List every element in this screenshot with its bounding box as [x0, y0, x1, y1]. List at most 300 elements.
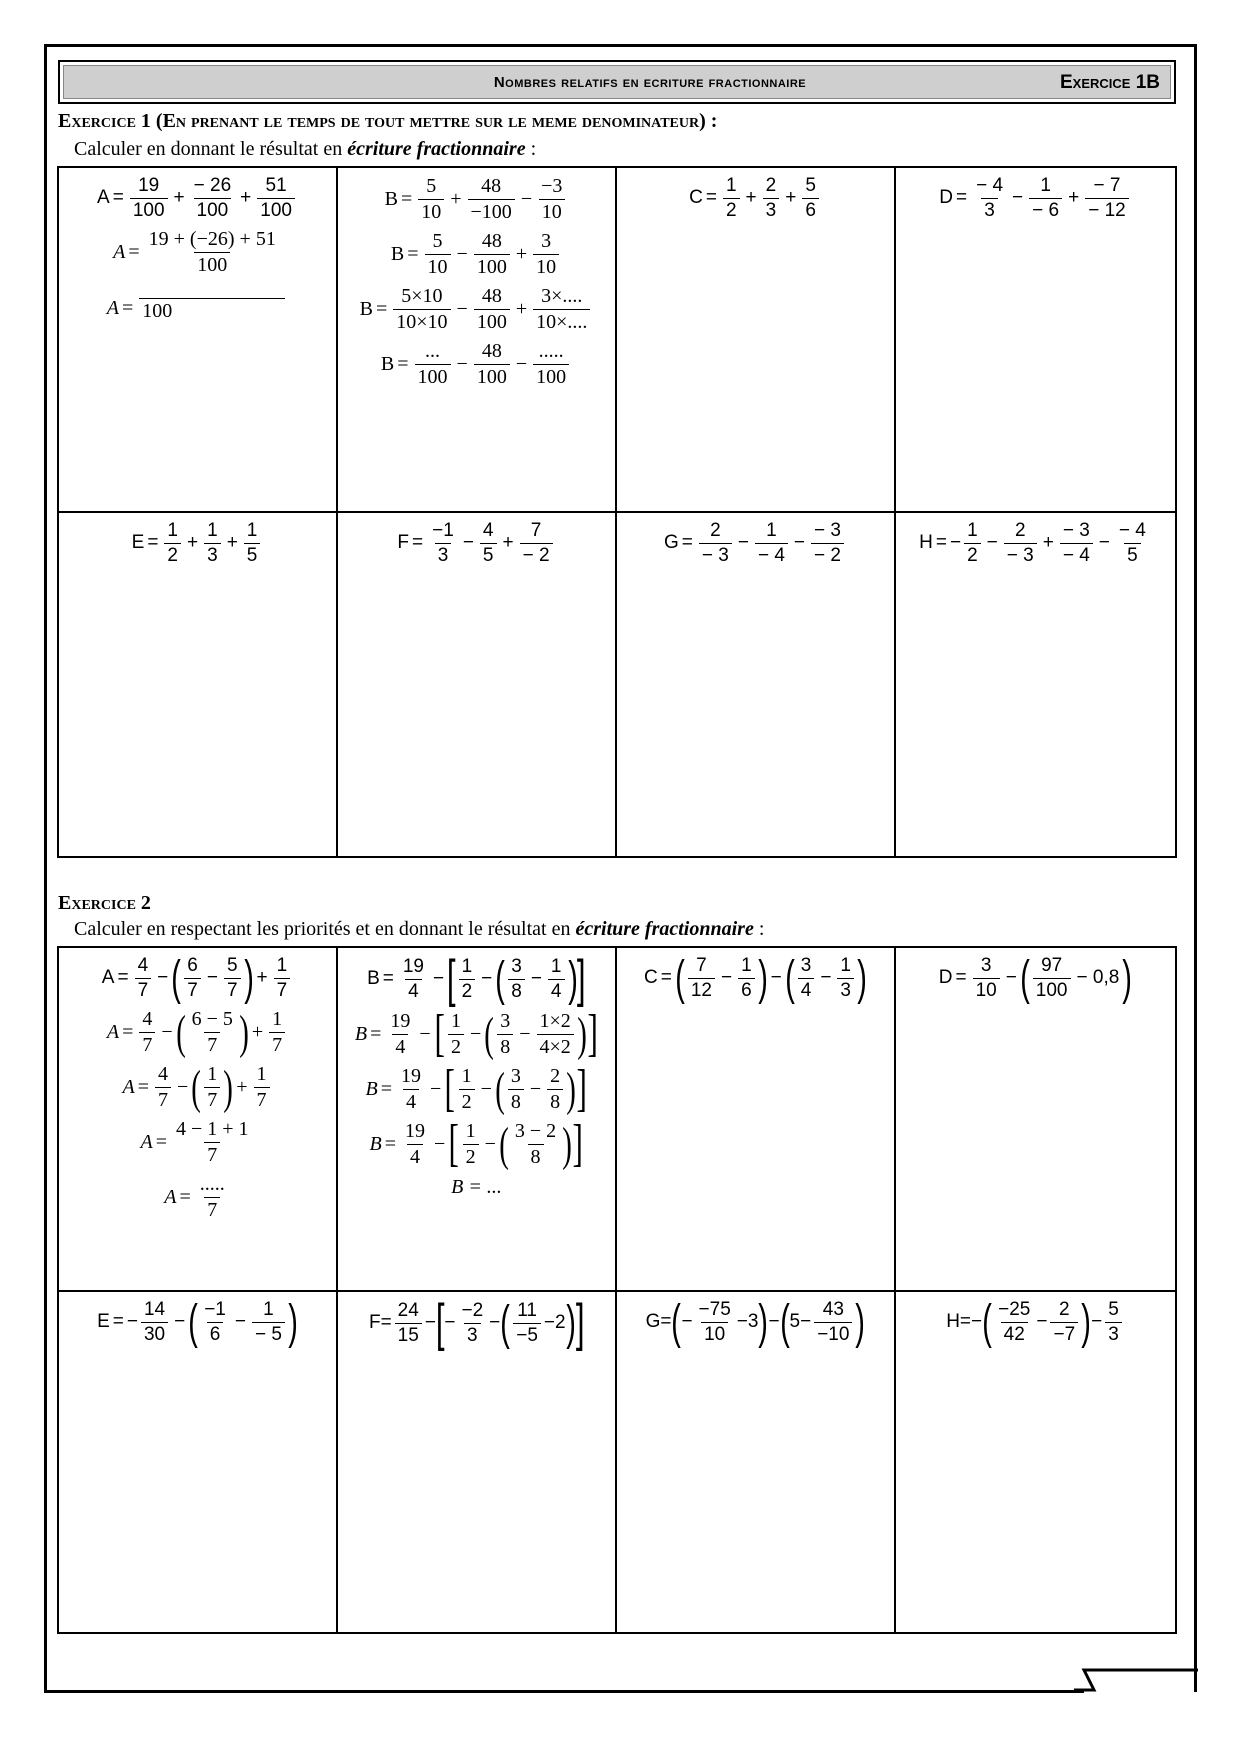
math-token: =	[660, 967, 672, 989]
math-token: 6 − 5	[191, 1007, 233, 1030]
math-token: 4	[482, 520, 494, 541]
math-token: =	[955, 967, 967, 989]
math-token: 2	[964, 543, 981, 566]
math-token: 100	[1033, 978, 1071, 1001]
math-token: 3	[510, 1064, 521, 1087]
fraction	[197, 1174, 228, 1221]
ex2-cell-h	[896, 1292, 1175, 1632]
ex2-cell-g	[617, 1292, 896, 1632]
math-token: =	[128, 240, 140, 263]
math-token: 30	[141, 1322, 168, 1345]
math-token: +	[515, 243, 528, 265]
math-token: 4×2	[537, 1034, 574, 1058]
math-token: −	[481, 968, 493, 990]
fraction	[173, 1119, 252, 1166]
math-token: −	[519, 1022, 531, 1045]
math-token: =	[147, 532, 159, 554]
math-token: +	[745, 187, 757, 209]
math-token: ...	[425, 340, 441, 362]
bracket: ]	[576, 1059, 588, 1117]
math-token: −	[157, 967, 169, 989]
fraction	[204, 1064, 220, 1111]
fraction	[204, 521, 221, 566]
math-token: =	[155, 1130, 167, 1153]
math-token: =	[370, 1022, 382, 1045]
fraction	[837, 956, 854, 1001]
fraction	[520, 521, 553, 566]
math-token: 1	[272, 1007, 283, 1030]
expr-a	[101, 951, 293, 1005]
fraction	[429, 521, 457, 566]
fraction	[135, 956, 152, 1001]
math-token: =	[959, 1311, 972, 1333]
math-token: −10	[814, 1322, 852, 1345]
fraction	[418, 176, 444, 223]
math-token: +	[502, 532, 514, 554]
math-token: .....	[199, 1172, 225, 1195]
ex1-cell-f	[338, 513, 617, 856]
math-token: 1	[450, 1009, 461, 1032]
step-a4	[164, 1174, 231, 1221]
math-token: 100	[130, 198, 168, 221]
expr-a	[97, 176, 298, 221]
math-token: −	[489, 1312, 501, 1334]
ex1-cell-a	[59, 168, 338, 513]
page-corner-tab	[1074, 1668, 1198, 1692]
fraction	[512, 1121, 559, 1168]
math-token: 100	[139, 298, 285, 322]
math-token: 1	[207, 1062, 218, 1085]
math-token: 5×10	[401, 285, 443, 307]
math-token: 100	[257, 198, 295, 221]
math-token: 4	[403, 1089, 419, 1113]
fraction	[189, 1009, 236, 1056]
math-token: =	[397, 353, 409, 375]
math-token: −	[206, 967, 218, 989]
math-token: −	[174, 1311, 186, 1333]
math-token: =	[380, 1312, 392, 1334]
math-token: −	[176, 1075, 189, 1098]
math-token: 4	[405, 979, 422, 1002]
fraction	[1033, 956, 1071, 1001]
math-token: 7	[530, 520, 542, 541]
expr-f	[368, 1294, 585, 1352]
math-token: −2	[461, 1299, 484, 1321]
parenthesis: )	[577, 1007, 587, 1061]
math-token: H	[919, 532, 933, 554]
math-token: 7	[135, 978, 152, 1001]
expr-b	[367, 950, 587, 1008]
bracket: ]	[572, 1114, 584, 1172]
math-token: −	[469, 1022, 482, 1045]
math-token: 8	[508, 1089, 524, 1113]
fraction	[474, 286, 510, 333]
ex2-cell-b	[338, 948, 617, 1292]
math-token: −3	[541, 175, 563, 197]
math-token: 1	[1040, 175, 1051, 196]
fraction	[474, 341, 510, 388]
fraction	[480, 521, 497, 566]
expr-d	[939, 176, 1131, 221]
math-token: B	[359, 298, 373, 320]
math-token: 3	[511, 955, 522, 977]
math-token: 10	[539, 199, 565, 223]
math-token: A	[122, 1075, 135, 1098]
math-token: 3	[500, 1009, 511, 1032]
fraction	[459, 957, 476, 1002]
page-header	[58, 60, 1176, 104]
math-token: A	[101, 967, 115, 989]
math-token: −	[770, 967, 782, 989]
parenthesis: )	[757, 951, 768, 1005]
parenthesis: )	[855, 1295, 866, 1349]
fraction	[755, 521, 788, 566]
math-token: −	[462, 532, 474, 554]
math-token: 6	[187, 955, 198, 976]
math-token: 100	[194, 252, 230, 276]
math-token: −	[419, 1022, 431, 1045]
step-a2	[107, 296, 289, 322]
math-token: 3×....	[541, 285, 583, 307]
math-token: 8	[528, 1144, 544, 1168]
fraction	[224, 956, 241, 1001]
math-token: C	[689, 187, 703, 209]
math-token: +	[226, 532, 238, 554]
math-token: 3	[541, 230, 552, 252]
math-token: 1	[461, 1064, 472, 1087]
math-token: A	[140, 1130, 153, 1153]
expr-h	[919, 521, 1152, 566]
math-token: 5	[432, 230, 443, 252]
math-token: −	[433, 968, 445, 990]
math-token: − 4	[976, 175, 1004, 196]
math-token: 6	[738, 978, 755, 1001]
fraction	[395, 1301, 422, 1346]
fraction	[508, 957, 525, 1002]
math-token: −	[820, 967, 832, 989]
fraction	[973, 176, 1006, 221]
math-token: A	[164, 1185, 177, 1208]
math-token: −7	[1050, 1322, 1078, 1345]
math-token: 1	[725, 175, 737, 196]
math-token: − 3	[1004, 543, 1037, 566]
math-token: −2	[543, 1312, 566, 1334]
fraction	[130, 176, 168, 221]
step-a1	[113, 229, 282, 276]
expr-d	[938, 951, 1133, 1005]
math-token: − 7	[1093, 175, 1121, 196]
expr-h	[946, 1295, 1125, 1349]
math-token: −	[444, 1312, 456, 1334]
math-token: 3	[435, 543, 452, 566]
math-token: +	[1068, 187, 1080, 209]
math-token: 3	[800, 955, 812, 976]
math-token: =	[121, 297, 134, 320]
fraction	[1105, 1300, 1122, 1345]
math-token: 7	[274, 978, 291, 1001]
step-b4: B = ...	[451, 1175, 502, 1198]
math-token: 7	[269, 1032, 285, 1056]
bracket: [	[435, 1294, 445, 1352]
math-token: 7	[204, 1197, 220, 1221]
fraction	[798, 956, 815, 1001]
math-token: −	[161, 1020, 173, 1043]
math-token: −	[434, 1132, 446, 1155]
math-token: =	[382, 968, 394, 990]
ex2-cell-e	[59, 1292, 338, 1632]
fraction	[459, 1066, 475, 1113]
math-token: =	[112, 1311, 124, 1333]
ex1-cell-e	[59, 513, 338, 856]
step-b3	[369, 1114, 584, 1172]
fraction	[139, 296, 285, 322]
math-token: −	[515, 353, 528, 375]
math-token: B	[367, 968, 380, 990]
math-token: =	[935, 532, 947, 554]
math-token: 1	[766, 520, 777, 541]
math-token: 5	[1124, 543, 1141, 566]
math-token: 100	[474, 309, 510, 333]
math-token: 1	[256, 1062, 267, 1085]
ex1-instruction-end: :	[525, 138, 537, 160]
parenthesis: )	[565, 1296, 576, 1350]
fraction	[995, 1300, 1033, 1345]
expr-b	[385, 176, 569, 223]
math-token: −	[986, 532, 998, 554]
parenthesis: (	[675, 951, 685, 1005]
fraction	[533, 286, 590, 333]
fraction	[1050, 1300, 1078, 1345]
math-token: 10×10	[393, 309, 450, 333]
header-exercise: Exercice 1B	[1059, 72, 1160, 93]
ex2-grid	[57, 946, 1177, 1634]
fraction	[699, 521, 732, 566]
math-token: 4	[142, 1007, 153, 1030]
math-token: B	[369, 1132, 382, 1155]
math-token: −	[520, 188, 533, 210]
math-token: −25	[998, 1299, 1031, 1320]
math-token: A	[97, 187, 110, 209]
fraction	[973, 956, 1000, 1001]
ex2-cell-a	[59, 948, 338, 1292]
math-token: B	[354, 1022, 368, 1045]
parenthesis: )	[243, 951, 254, 1005]
ex1-instruction	[74, 138, 536, 161]
math-token: −	[430, 1077, 442, 1100]
math-token: 2	[723, 198, 740, 221]
math-token: 1	[840, 955, 851, 976]
expr-f	[397, 521, 555, 566]
math-token: 24	[397, 1299, 419, 1321]
math-token: − 3	[699, 543, 732, 566]
fraction	[415, 341, 451, 388]
math-token: F	[368, 1312, 381, 1334]
math-token: +	[187, 532, 199, 554]
fraction	[393, 286, 450, 333]
math-token: 10	[418, 199, 444, 223]
fraction	[533, 341, 569, 388]
math-token: 1	[461, 955, 473, 977]
math-token: − 2	[520, 543, 553, 566]
step-b1	[354, 1004, 598, 1062]
bracket: [	[444, 1059, 456, 1117]
math-token: −	[1036, 1311, 1048, 1333]
math-token: 2	[550, 1064, 561, 1087]
math-token: −	[424, 1312, 436, 1334]
fraction	[474, 231, 510, 278]
expr-g	[645, 1295, 866, 1349]
math-token: =	[380, 1077, 393, 1100]
math-token: E	[131, 532, 145, 554]
parenthesis: )	[857, 951, 867, 1005]
math-token: 7	[224, 978, 241, 1001]
parenthesis: (	[484, 1007, 495, 1061]
math-token: −	[234, 1311, 246, 1333]
parenthesis: (	[779, 1295, 790, 1349]
parenthesis: (	[495, 1062, 505, 1116]
fraction	[547, 1066, 563, 1113]
math-token: 3	[1105, 1322, 1122, 1345]
fraction	[538, 176, 565, 223]
math-token: −	[720, 967, 733, 989]
math-token: +	[256, 967, 268, 989]
math-token: =	[137, 1075, 149, 1098]
math-token: 2	[164, 543, 181, 566]
bracket: [	[447, 950, 456, 1008]
math-token: 5	[480, 543, 497, 566]
math-token: −75	[698, 1299, 731, 1320]
math-token: 4	[548, 979, 565, 1002]
math-token: 100	[415, 364, 451, 388]
parenthesis: (	[495, 952, 506, 1006]
math-token: −	[126, 1311, 138, 1333]
parenthesis: )	[288, 1295, 298, 1349]
fraction	[1085, 176, 1129, 221]
math-token: −	[681, 1311, 693, 1333]
math-token: B	[365, 1077, 378, 1100]
math-token: D	[939, 187, 953, 209]
math-token: −	[484, 1132, 496, 1155]
math-token: 2	[1059, 1299, 1070, 1320]
math-token: −	[456, 243, 468, 265]
math-token: − 3	[814, 520, 841, 541]
math-token: 19	[405, 1119, 426, 1142]
math-token: 1	[207, 520, 218, 541]
math-token: 12	[688, 978, 715, 1001]
fraction	[257, 176, 295, 221]
math-token: 3	[837, 978, 854, 1001]
math-token: 19	[390, 1009, 411, 1032]
math-token: − 26	[193, 175, 232, 196]
math-token: 3	[981, 198, 998, 221]
math-token: −	[971, 1311, 983, 1333]
fraction	[254, 1064, 270, 1111]
fraction	[1029, 176, 1062, 221]
fraction	[688, 956, 715, 1001]
ex1-cell-d	[896, 168, 1175, 513]
math-token: −3	[736, 1311, 759, 1333]
fraction	[738, 956, 755, 1001]
math-token: A	[106, 1020, 120, 1043]
page-bottom-border	[44, 1690, 1084, 1693]
math-token: =	[112, 187, 124, 209]
parenthesis: (	[191, 1060, 202, 1114]
math-token: 19	[402, 955, 424, 977]
math-token: B	[380, 353, 395, 375]
parenthesis: )	[567, 952, 578, 1006]
fraction	[387, 1011, 413, 1058]
ex1-cell-c	[617, 168, 896, 513]
parenthesis: (	[171, 951, 182, 1005]
math-token: 1	[741, 955, 752, 976]
fraction	[269, 1009, 285, 1056]
math-token: D	[938, 967, 953, 989]
math-token: 1	[246, 520, 258, 541]
math-token: 7	[204, 1087, 220, 1111]
math-token: 100	[474, 364, 510, 388]
math-token: 1	[263, 1299, 274, 1320]
math-token: 6	[207, 1322, 224, 1345]
math-token: −	[456, 298, 468, 320]
math-token: 3	[980, 955, 992, 976]
step-a2	[122, 1060, 272, 1114]
math-token: 10	[533, 254, 559, 278]
math-token: 15	[395, 1323, 422, 1346]
math-token: 19	[401, 1064, 422, 1087]
expr-g	[664, 521, 847, 566]
ex2-title: Exercice 2	[58, 892, 151, 914]
math-token: − 0,8	[1076, 967, 1120, 989]
fraction	[146, 229, 279, 276]
math-token: B	[384, 188, 398, 210]
math-token: −	[1012, 187, 1024, 209]
parenthesis: (	[188, 1295, 199, 1349]
math-token: 7	[139, 1032, 155, 1056]
math-token: 7	[155, 1087, 171, 1111]
math-token: 5−	[789, 1311, 812, 1333]
math-token: =	[705, 187, 717, 209]
math-token: −	[530, 968, 542, 990]
ex1-instruction-em: écriture fractionnaire	[347, 138, 526, 160]
fraction	[763, 176, 780, 221]
fraction	[1004, 521, 1037, 566]
bracket: [	[434, 1004, 445, 1062]
math-token: 4 − 1 + 1	[175, 1117, 249, 1140]
math-token: +	[251, 1020, 264, 1043]
math-token: 100	[533, 364, 569, 388]
fraction	[548, 957, 565, 1002]
math-token: 48	[481, 230, 502, 252]
fraction	[425, 231, 451, 278]
math-token: 7	[696, 955, 707, 976]
math-token: 48	[481, 340, 502, 362]
math-token: .....	[538, 340, 564, 362]
math-token: +	[240, 187, 252, 209]
math-token: −	[1098, 532, 1110, 554]
parenthesis: (	[1020, 951, 1030, 1005]
math-token: =	[412, 532, 424, 554]
math-token: 2	[448, 1034, 464, 1058]
math-token: H	[946, 1311, 960, 1333]
math-token: G	[664, 532, 679, 554]
parenthesis: (	[671, 1295, 682, 1349]
math-token: 4	[157, 1062, 168, 1085]
fraction	[696, 1300, 734, 1345]
math-token: =	[407, 243, 419, 265]
math-token: 7	[184, 978, 201, 1001]
fraction	[1116, 521, 1149, 566]
math-token: 10×....	[533, 309, 590, 333]
